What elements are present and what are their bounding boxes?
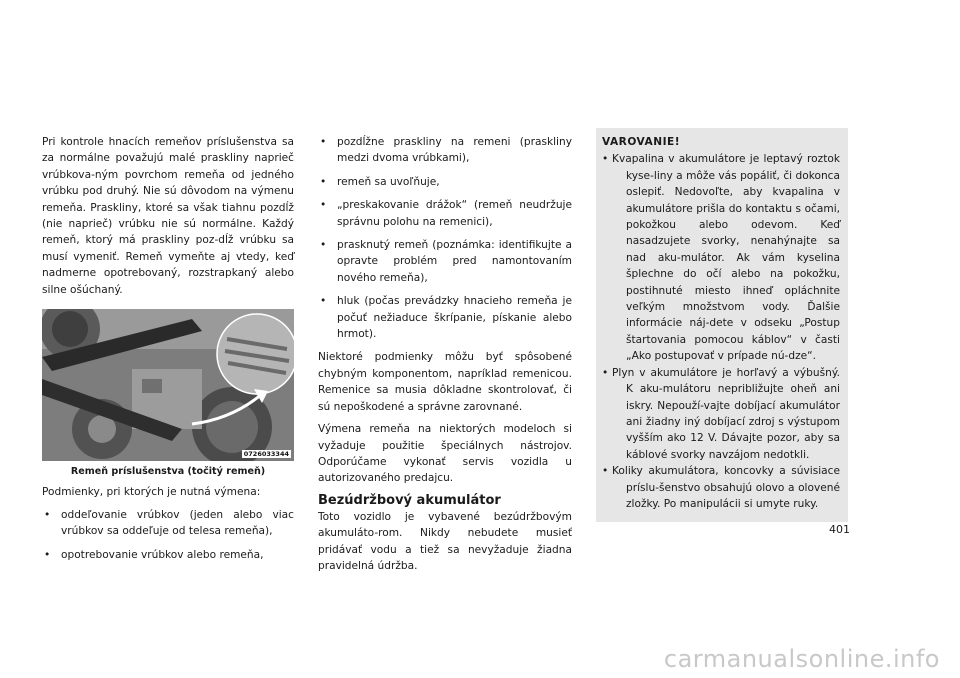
list-item: • Koliky akumulátora, koncovky a súvisiace príslu-šenstvo obsahujú olovo a olovené zložky. Po manipulácii si umyte ruky. [602,463,840,512]
right-column [596,128,848,522]
battery-paragraph: Toto vozidlo je vybavené bezúdržbovým akumuláto-rom. Nikdy nebudete musieť pridávať vodu a tiež sa nevyžaduje žiadna pravidelná údržba. [318,510,572,572]
warning-list [602,151,840,512]
list-item: • pozdĺžne praskliny na remeni (praskliny medzi dvoma vrúbkami), [318,134,572,167]
list-item: • Kvapalina v akumulátore je leptavý roztok kyse-liny a môže vás popáliť, či dokonca oslepiť. Nedovoľte, aby kvapalina v akumulátore prišla do kontaktu s očami, pokožkou alebo odevom. Keď nasadzujete svorky, nenahýnajte sa nad aku-mulátor. Ak vám kyselina šplechne do očí alebo na pokožku, postihnuté miesto ihneď opláchnite veľkým množstvom vody. Ďalšie informácie náj-dete v odseku „Postup štartovania pomocou káblov“ v časti „Ako postupovať v prípade nú-dze“. [602,151,840,364]
warning-title: VAROVANIE! [602,136,681,148]
conditions-list-1 [42,507,294,563]
belt-illustration [42,309,294,461]
tools-paragraph: Výmena remeňa na niektorých modeloch si vyžaduje použitie špeciálnych nástrojov. Odporúčame vykonať servis vozidla u autorizovaného predajcu. [318,423,572,485]
list-item: • remeň sa uvoľňuje, [318,174,572,190]
belt-figure [42,309,294,461]
list-item: • opotrebovanie vrúbkov alebo remeňa, [42,547,294,563]
list-item: • Plyn v akumulátore je horľavý a výbušný. K aku-mulátoru nepribližujte oheň ani iskry. Nepouží-vajte dobíjací akumulátor ani žiadny iný dobíjací zdroj s výstupom vyšším ako 12 V. Dávajte pozor, aby sa káblové svorky navzájom nedotkli. [602,365,840,463]
list-item: • prasknutý remeň (poznámka: identifikujte a opravte problém pred namontovaním nového remeňa), [318,237,572,286]
figure-code: 0726033344 [243,450,289,459]
list-item: • oddeľovanie vrúbkov (jeden alebo viac vrúbkov sa oddeľuje od telesa remeňa), [42,507,294,540]
figure-caption: Remeň príslušenstva (točitý remeň) [70,466,266,478]
list-item: • „preskakovanie drážok“ (remeň neudržuje správnu polohu na remenici), [318,197,572,230]
left-column [42,134,294,570]
conditions-list-2 [318,134,572,342]
watermark-text: carmanualsonline.info [663,645,940,673]
belt-intro-paragraph: Pri kontrole hnacích remeňov príslušenstva sa za normálne považujú malé praskliny naprieč vrúbkova-ným povrchom remeňa od jedného vrúbku pod druhý. Nie sú dôvodom na výmenu remeňa. Praskliny, ktoré sa však tiahnu pozdĺž (nie naprieč) vrúbku nie sú normálne. Každý remeň, ktorý má praskliny poz-dĺž vrúbku sa musí vymeniť. Remeň vymeňte aj vtedy, keď nadmerne opotrebovaný, rozstrapkaný alebo silne ošúchaný. [42,136,294,296]
conditions-intro: Podmienky, pri ktorých je nutná výmena: [42,486,261,499]
warning-box [596,128,848,522]
section-heading: Bezúdržbový akumulátor [318,492,501,508]
watermark [0,645,960,673]
middle-column [318,134,572,574]
page-number: 401 [829,523,850,536]
pulley-paragraph: Niektoré podmienky môžu byť spôsobené chybným komponentom, napríklad remenicou. Remenice sa musia dôkladne skontrolovať, či sú nepoškodené a správne zarovnané. [318,351,572,413]
list-item: • hluk (počas prevádzky hnacieho remeňa je počuť nežiaduce škrípanie, pískanie alebo hrmot). [318,293,572,342]
